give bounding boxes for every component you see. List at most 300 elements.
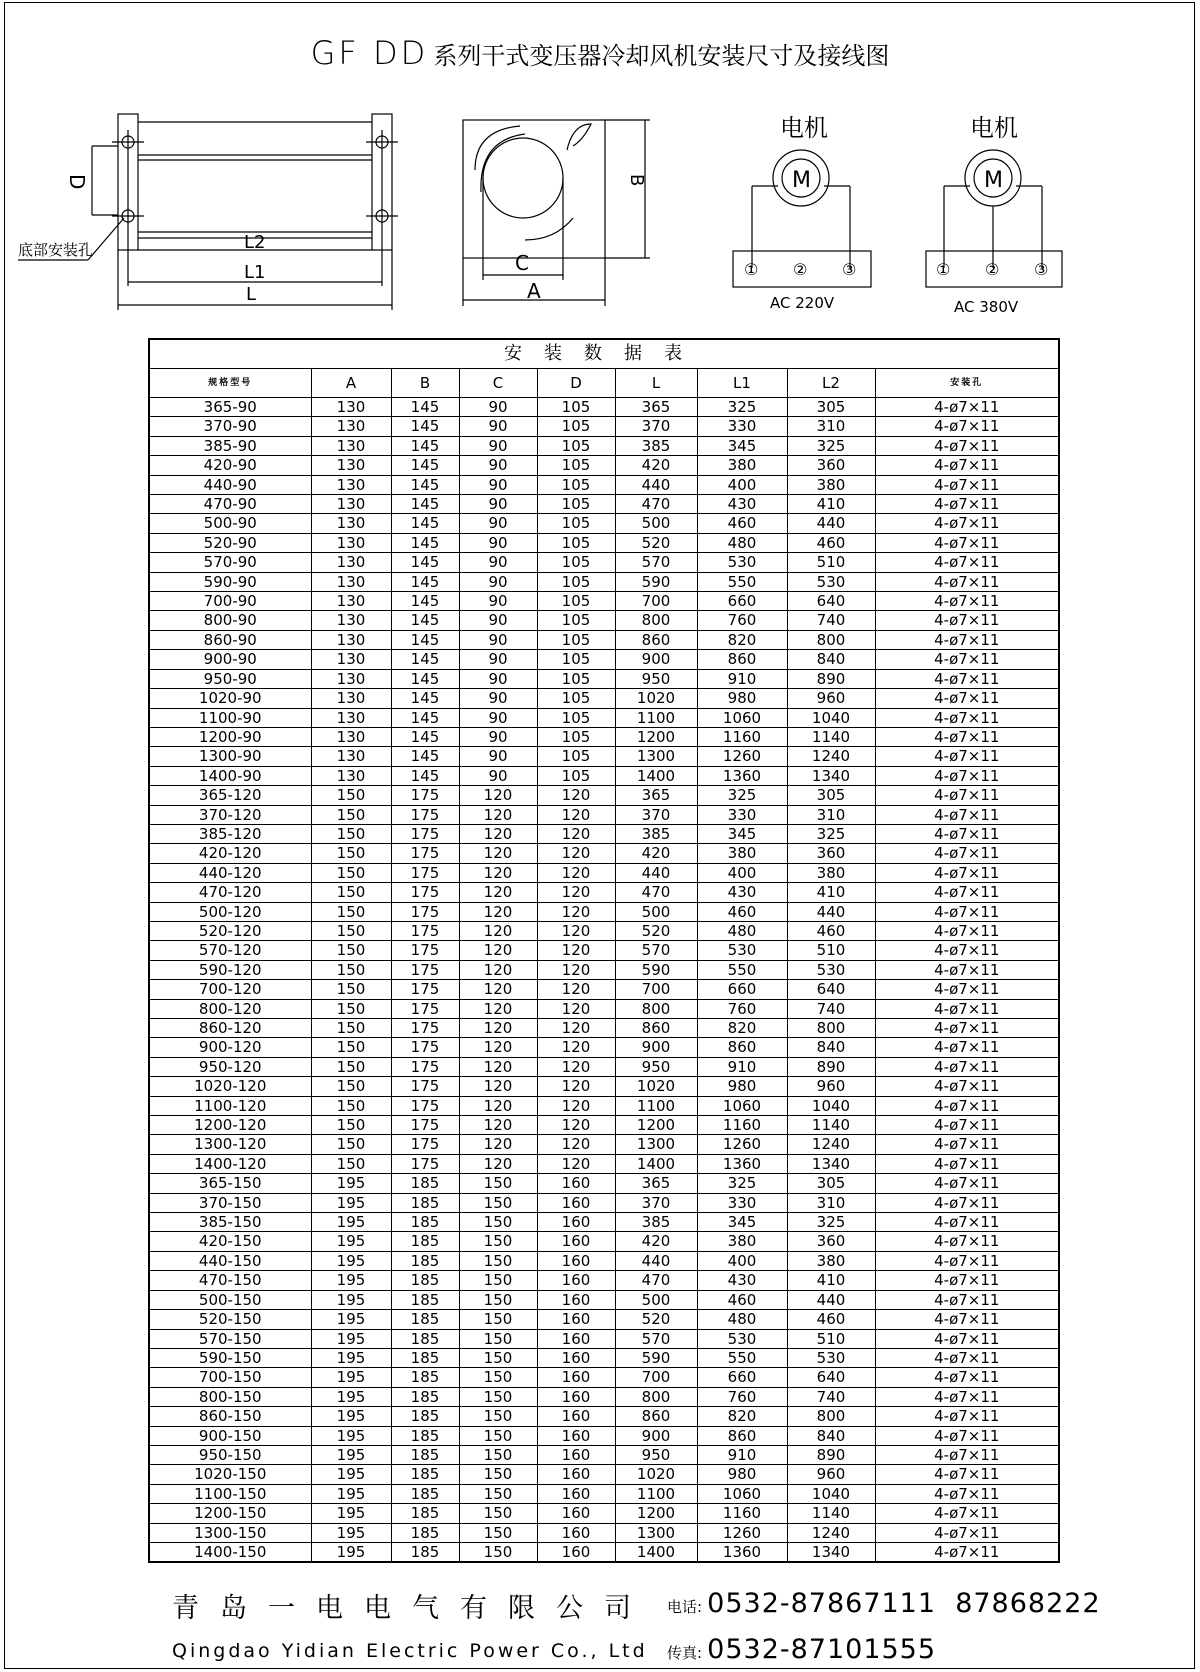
cell-l: 1100: [615, 708, 697, 727]
cell-l: 1300: [615, 1135, 697, 1154]
cell-d: 160: [537, 1174, 615, 1193]
cell-a: 150: [311, 844, 391, 863]
cell-mounting-hole: 4-ø7×11: [875, 533, 1059, 552]
cell-l2: 740: [787, 999, 875, 1018]
cell-l2: 1340: [787, 1154, 875, 1173]
cell-c: 150: [459, 1407, 537, 1426]
cell-l: 900: [615, 650, 697, 669]
cell-l2: 305: [787, 1174, 875, 1193]
cell-l1: 1160: [697, 727, 787, 746]
cell-a: 150: [311, 824, 391, 843]
cell-a: 150: [311, 1135, 391, 1154]
cell-mounting-hole: 4-ø7×11: [875, 1368, 1059, 1387]
cell-d: 160: [537, 1426, 615, 1445]
cell-l: 440: [615, 475, 697, 494]
cell-mounting-hole: 4-ø7×11: [875, 572, 1059, 591]
cell-l: 1300: [615, 747, 697, 766]
cell-l1: 1160: [697, 1116, 787, 1135]
cell-l: 1400: [615, 1542, 697, 1562]
cell-a: 195: [311, 1232, 391, 1251]
cell-l: 1020: [615, 1465, 697, 1484]
cell-d: 105: [537, 669, 615, 688]
cell-mounting-hole: 4-ø7×11: [875, 611, 1059, 630]
cell-l: 470: [615, 883, 697, 902]
cell-l1: 760: [697, 611, 787, 630]
cell-a: 130: [311, 417, 391, 436]
cell-d: 160: [537, 1484, 615, 1503]
cell-b: 145: [391, 630, 459, 649]
cell-model: 520-150: [149, 1310, 311, 1329]
cell-l1: 860: [697, 1038, 787, 1057]
cell-d: 120: [537, 805, 615, 824]
cell-d: 105: [537, 417, 615, 436]
cell-mounting-hole: 4-ø7×11: [875, 1348, 1059, 1367]
cell-d: 120: [537, 883, 615, 902]
cell-l2: 310: [787, 417, 875, 436]
table-row: [149, 1426, 1059, 1445]
cell-model: 800-120: [149, 999, 311, 1018]
cell-a: 150: [311, 902, 391, 921]
cell-c: 90: [459, 766, 537, 785]
cell-mounting-hole: 4-ø7×11: [875, 1096, 1059, 1115]
cell-b: 175: [391, 1116, 459, 1135]
cell-l1: 860: [697, 1426, 787, 1445]
cell-l2: 410: [787, 883, 875, 902]
cell-l: 860: [615, 1019, 697, 1038]
cell-l1: 345: [697, 1213, 787, 1232]
cell-a: 195: [311, 1426, 391, 1445]
cell-l: 470: [615, 495, 697, 514]
cell-mounting-hole: 4-ø7×11: [875, 863, 1059, 882]
cell-c: 150: [459, 1426, 537, 1445]
cell-l2: 460: [787, 533, 875, 552]
table-row: [149, 960, 1059, 979]
cell-model: 1400-150: [149, 1542, 311, 1562]
cell-l: 1020: [615, 1077, 697, 1096]
cell-model: 1020-90: [149, 689, 311, 708]
cell-mounting-hole: 4-ø7×11: [875, 456, 1059, 475]
cell-c: 120: [459, 1135, 537, 1154]
cell-l1: 660: [697, 980, 787, 999]
cell-mounting-hole: 4-ø7×11: [875, 1232, 1059, 1251]
cell-l1: 330: [697, 805, 787, 824]
cell-l1: 550: [697, 960, 787, 979]
cell-model: 1400-90: [149, 766, 311, 785]
table-row: [149, 824, 1059, 843]
cell-d: 105: [537, 766, 615, 785]
cell-mounting-hole: 4-ø7×11: [875, 1426, 1059, 1445]
cell-c: 120: [459, 960, 537, 979]
cell-l2: 960: [787, 689, 875, 708]
cell-l1: 1060: [697, 1096, 787, 1115]
dim-A-label: A: [527, 279, 541, 303]
cell-model: 370-150: [149, 1193, 311, 1212]
cell-d: 160: [537, 1542, 615, 1562]
table-row: [149, 630, 1059, 649]
cell-b: 185: [391, 1407, 459, 1426]
cell-a: 195: [311, 1290, 391, 1309]
cell-a: 195: [311, 1174, 391, 1193]
table-row: [149, 669, 1059, 688]
cell-b: 145: [391, 747, 459, 766]
cell-d: 120: [537, 863, 615, 882]
cell-l1: 480: [697, 921, 787, 940]
cell-model: 700-90: [149, 592, 311, 611]
cell-a: 150: [311, 1116, 391, 1135]
cell-l1: 550: [697, 1348, 787, 1367]
table-row: [149, 533, 1059, 552]
title-description: 系列干式变压器冷却风机安装尺寸及接线图: [433, 42, 890, 70]
cell-l1: 820: [697, 1019, 787, 1038]
cell-d: 160: [537, 1329, 615, 1348]
cell-l: 365: [615, 398, 697, 417]
company-name-en: Qingdao Yidian Electric Power Co., Ltd: [172, 1640, 648, 1662]
cell-mounting-hole: 4-ø7×11: [875, 1504, 1059, 1523]
cell-c: 120: [459, 980, 537, 999]
cell-model: 700-150: [149, 1368, 311, 1387]
cell-c: 120: [459, 1057, 537, 1076]
cell-model: 500-120: [149, 902, 311, 921]
cell-l2: 640: [787, 980, 875, 999]
cell-d: 120: [537, 921, 615, 940]
cell-a: 195: [311, 1213, 391, 1232]
cell-l1: 400: [697, 475, 787, 494]
cell-model: 1200-90: [149, 727, 311, 746]
dim-L1-label: L1: [244, 262, 266, 283]
cell-d: 160: [537, 1290, 615, 1309]
cell-c: 150: [459, 1542, 537, 1562]
cell-d: 160: [537, 1251, 615, 1270]
cell-l2: 325: [787, 1213, 875, 1232]
cell-d: 105: [537, 475, 615, 494]
cell-b: 185: [391, 1174, 459, 1193]
cell-l: 860: [615, 630, 697, 649]
cell-a: 150: [311, 1057, 391, 1076]
header-model: 规格型号: [149, 369, 311, 398]
table-row: [149, 921, 1059, 940]
cell-l2: 840: [787, 1426, 875, 1445]
cell-l2: 410: [787, 1271, 875, 1290]
cell-model: 1300-90: [149, 747, 311, 766]
cell-c: 90: [459, 689, 537, 708]
cell-a: 195: [311, 1523, 391, 1542]
cell-mounting-hole: 4-ø7×11: [875, 514, 1059, 533]
cell-l2: 510: [787, 553, 875, 572]
cell-b: 175: [391, 1135, 459, 1154]
cell-model: 500-90: [149, 514, 311, 533]
cell-model: 470-120: [149, 883, 311, 902]
cell-l2: 1340: [787, 1542, 875, 1562]
cell-a: 195: [311, 1348, 391, 1367]
cell-model: 800-150: [149, 1387, 311, 1406]
cell-d: 105: [537, 747, 615, 766]
table-row: [149, 689, 1059, 708]
motor-label-220v: 电机: [780, 114, 828, 142]
cell-d: 120: [537, 960, 615, 979]
cell-l2: 890: [787, 1057, 875, 1076]
cell-l: 470: [615, 1271, 697, 1290]
cell-l2: 800: [787, 1019, 875, 1038]
cell-mounting-hole: 4-ø7×11: [875, 824, 1059, 843]
cell-a: 130: [311, 689, 391, 708]
cell-l1: 1260: [697, 1523, 787, 1542]
cell-b: 175: [391, 786, 459, 805]
cell-l1: 530: [697, 553, 787, 572]
table-row: [149, 611, 1059, 630]
cell-l: 520: [615, 533, 697, 552]
cell-b: 175: [391, 883, 459, 902]
wiring-diagram-380v: [922, 108, 1072, 320]
cell-c: 150: [459, 1465, 537, 1484]
cell-l: 385: [615, 1213, 697, 1232]
cell-b: 145: [391, 766, 459, 785]
cell-l2: 305: [787, 398, 875, 417]
cell-l2: 840: [787, 1038, 875, 1057]
cell-c: 90: [459, 417, 537, 436]
cell-d: 120: [537, 1135, 615, 1154]
cell-b: 145: [391, 689, 459, 708]
cell-d: 105: [537, 689, 615, 708]
cell-l: 365: [615, 1174, 697, 1193]
cell-c: 90: [459, 708, 537, 727]
cell-l1: 980: [697, 1077, 787, 1096]
cell-l2: 510: [787, 941, 875, 960]
table-row: [149, 572, 1059, 591]
cell-l: 570: [615, 1329, 697, 1348]
cell-l: 420: [615, 456, 697, 475]
table-row: [149, 786, 1059, 805]
table-row: [149, 863, 1059, 882]
tel-numbers: 0532-87867111 87868222: [707, 1588, 1101, 1619]
cell-b: 185: [391, 1213, 459, 1232]
cell-a: 195: [311, 1465, 391, 1484]
cell-c: 90: [459, 611, 537, 630]
cell-b: 145: [391, 572, 459, 591]
cell-model: 420-120: [149, 844, 311, 863]
table-row: [149, 1407, 1059, 1426]
cell-mounting-hole: 4-ø7×11: [875, 1407, 1059, 1426]
cell-l2: 530: [787, 572, 875, 591]
cell-mounting-hole: 4-ø7×11: [875, 592, 1059, 611]
cell-l1: 530: [697, 1329, 787, 1348]
cell-mounting-hole: 4-ø7×11: [875, 805, 1059, 824]
cell-l2: 460: [787, 921, 875, 940]
cell-mounting-hole: 4-ø7×11: [875, 1484, 1059, 1503]
cell-l: 950: [615, 1445, 697, 1464]
dim-L-label: L: [246, 284, 257, 305]
cell-c: 150: [459, 1271, 537, 1290]
cell-b: 185: [391, 1387, 459, 1406]
cell-mounting-hole: 4-ø7×11: [875, 747, 1059, 766]
cell-model: 440-150: [149, 1251, 311, 1270]
cell-mounting-hole: 4-ø7×11: [875, 883, 1059, 902]
cell-l: 590: [615, 572, 697, 591]
cell-mounting-hole: 4-ø7×11: [875, 1193, 1059, 1212]
cell-mounting-hole: 4-ø7×11: [875, 1251, 1059, 1270]
cell-l2: 1040: [787, 1484, 875, 1503]
cell-mounting-hole: 4-ø7×11: [875, 1038, 1059, 1057]
cell-d: 120: [537, 844, 615, 863]
terminal-3-220v: ③: [842, 260, 857, 279]
cell-a: 130: [311, 766, 391, 785]
cell-d: 105: [537, 533, 615, 552]
cell-model: 1020-120: [149, 1077, 311, 1096]
cell-c: 90: [459, 727, 537, 746]
cell-b: 175: [391, 863, 459, 882]
cell-c: 90: [459, 456, 537, 475]
cell-a: 195: [311, 1251, 391, 1270]
table-row: [149, 766, 1059, 785]
table-row: [149, 1019, 1059, 1038]
cell-l1: 820: [697, 630, 787, 649]
cell-mounting-hole: 4-ø7×11: [875, 902, 1059, 921]
cell-model: 570-150: [149, 1329, 311, 1348]
cell-model: 520-120: [149, 921, 311, 940]
cell-b: 185: [391, 1271, 459, 1290]
cell-b: 185: [391, 1310, 459, 1329]
cell-d: 120: [537, 824, 615, 843]
cell-c: 120: [459, 1154, 537, 1173]
cell-d: 160: [537, 1348, 615, 1367]
table-row: [149, 1135, 1059, 1154]
cell-b: 145: [391, 398, 459, 417]
cell-mounting-hole: 4-ø7×11: [875, 1271, 1059, 1290]
cell-mounting-hole: 4-ø7×11: [875, 436, 1059, 455]
table-row: [149, 844, 1059, 863]
cell-l: 500: [615, 902, 697, 921]
cell-l1: 460: [697, 514, 787, 533]
table-row: [149, 475, 1059, 494]
table-caption: 安装数据表: [149, 339, 1059, 369]
cell-b: 145: [391, 436, 459, 455]
cell-mounting-hole: 4-ø7×11: [875, 1290, 1059, 1309]
table-row: [149, 1154, 1059, 1173]
cell-d: 120: [537, 902, 615, 921]
table-row: [149, 999, 1059, 1018]
table-row: [149, 398, 1059, 417]
table-row: [149, 1445, 1059, 1464]
table-row: [149, 1232, 1059, 1251]
cell-a: 195: [311, 1310, 391, 1329]
cell-l2: 1240: [787, 1135, 875, 1154]
cell-d: 105: [537, 592, 615, 611]
cell-l2: 410: [787, 495, 875, 514]
cell-c: 120: [459, 863, 537, 882]
cell-l: 800: [615, 1387, 697, 1406]
cell-a: 150: [311, 1019, 391, 1038]
cell-d: 160: [537, 1387, 615, 1406]
cell-c: 90: [459, 747, 537, 766]
cell-b: 175: [391, 805, 459, 824]
cell-d: 120: [537, 999, 615, 1018]
cell-a: 130: [311, 398, 391, 417]
cell-b: 185: [391, 1542, 459, 1562]
cell-l1: 1260: [697, 747, 787, 766]
cell-l2: 380: [787, 863, 875, 882]
cell-b: 185: [391, 1504, 459, 1523]
cell-b: 145: [391, 669, 459, 688]
cell-l: 520: [615, 1310, 697, 1329]
cell-mounting-hole: 4-ø7×11: [875, 1213, 1059, 1232]
cell-l: 900: [615, 1038, 697, 1057]
cell-b: 175: [391, 1019, 459, 1038]
cell-l: 1200: [615, 1116, 697, 1135]
cell-a: 150: [311, 1096, 391, 1115]
cell-model: 365-120: [149, 786, 311, 805]
supply-label-380v: AC 380V: [954, 298, 1019, 316]
cell-d: 160: [537, 1465, 615, 1484]
cell-b: 175: [391, 960, 459, 979]
cell-mounting-hole: 4-ø7×11: [875, 495, 1059, 514]
cell-a: 150: [311, 980, 391, 999]
cell-c: 120: [459, 824, 537, 843]
cell-model: 470-150: [149, 1271, 311, 1290]
cell-mounting-hole: 4-ø7×11: [875, 786, 1059, 805]
cell-a: 150: [311, 1077, 391, 1096]
cell-l1: 910: [697, 669, 787, 688]
cell-a: 150: [311, 786, 391, 805]
installation-data-table: [148, 338, 1060, 1563]
cell-model: 590-120: [149, 960, 311, 979]
cell-l1: 400: [697, 1251, 787, 1270]
cell-l: 420: [615, 1232, 697, 1251]
cell-mounting-hole: 4-ø7×11: [875, 921, 1059, 940]
cell-d: 105: [537, 630, 615, 649]
table-row: [149, 1484, 1059, 1503]
cell-a: 130: [311, 727, 391, 746]
cell-l1: 760: [697, 999, 787, 1018]
cell-c: 150: [459, 1445, 537, 1464]
cell-b: 145: [391, 553, 459, 572]
cell-a: 130: [311, 611, 391, 630]
cell-l1: 1360: [697, 1542, 787, 1562]
cell-d: 105: [537, 727, 615, 746]
fax-number: 0532-87101555: [707, 1634, 937, 1665]
table-row: [149, 1174, 1059, 1193]
cell-l2: 1040: [787, 1096, 875, 1115]
table-row: [149, 417, 1059, 436]
cell-d: 160: [537, 1193, 615, 1212]
cell-b: 175: [391, 1077, 459, 1096]
cell-l: 590: [615, 1348, 697, 1367]
cell-d: 120: [537, 980, 615, 999]
cell-b: 145: [391, 533, 459, 552]
cell-l: 1400: [615, 766, 697, 785]
cell-b: 185: [391, 1523, 459, 1542]
cell-a: 130: [311, 708, 391, 727]
cell-a: 130: [311, 495, 391, 514]
cell-b: 175: [391, 1096, 459, 1115]
cell-l2: 740: [787, 611, 875, 630]
cell-l2: 740: [787, 1387, 875, 1406]
cell-model: 950-150: [149, 1445, 311, 1464]
cell-b: 185: [391, 1368, 459, 1387]
cell-b: 175: [391, 1154, 459, 1173]
cell-d: 105: [537, 708, 615, 727]
terminal-2-220v: ②: [793, 260, 808, 279]
cell-model: 440-90: [149, 475, 311, 494]
cell-mounting-hole: 4-ø7×11: [875, 630, 1059, 649]
cell-l: 900: [615, 1426, 697, 1445]
dim-C-label: C: [515, 251, 529, 275]
table-row: [149, 941, 1059, 960]
cell-mounting-hole: 4-ø7×11: [875, 844, 1059, 863]
cell-c: 90: [459, 533, 537, 552]
table-row: [149, 553, 1059, 572]
cell-c: 150: [459, 1310, 537, 1329]
cell-model: 700-120: [149, 980, 311, 999]
cell-mounting-hole: 4-ø7×11: [875, 650, 1059, 669]
